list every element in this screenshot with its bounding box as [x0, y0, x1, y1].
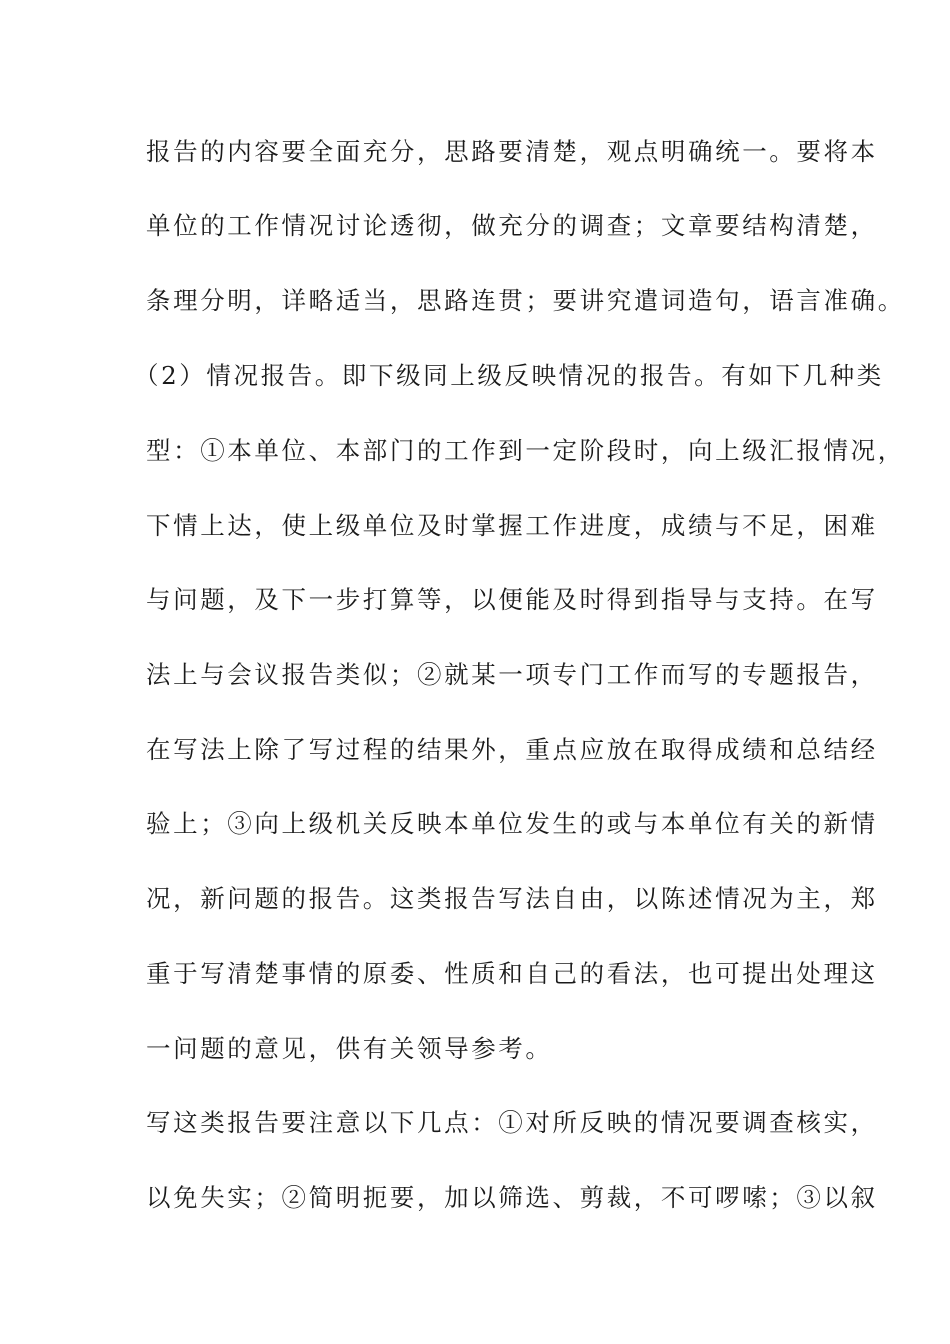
text-line: 重于写清楚事情的原委、性质和自己的看法，也可提出处理这 — [146, 959, 878, 988]
text-line: 下情上达，使上级单位及时掌握工作进度，成绩与不足，困难 — [146, 511, 878, 540]
text-line: 验上；③向上级机关反映本单位发生的或与本单位有关的新情 — [146, 809, 878, 838]
text-line: 在写法上除了写过程的结果外，重点应放在取得成绩和总结经 — [146, 735, 878, 764]
text-line: （2）情况报告。即下级同上级反映情况的报告。有如下几种类 — [134, 361, 884, 390]
text-line: 一问题的意见，供有关领导参考。 — [146, 1034, 553, 1063]
text-line: 型：①本单位、本部门的工作到一定阶段时，向上级汇报情况， — [146, 436, 905, 465]
text-line: 单位的工作情况讨论透彻，做充分的调查；文章要结构清楚， — [146, 211, 878, 240]
text-line: 法上与会议报告类似；②就某一项专门工作而写的专题报告， — [146, 660, 878, 689]
text-line: 条理分明，详略适当，思路连贯；要讲究遣词造句，语言准确。 — [146, 286, 905, 315]
text-line: 写这类报告要注意以下几点：①对所反映的情况要调查核实， — [146, 1108, 878, 1137]
text-line: 报告的内容要全面充分，思路要清楚，观点明确统一。要将本 — [146, 137, 878, 166]
text-line: 以免失实；②简明扼要，加以筛选、剪裁，不可啰嗦；③以叙 — [146, 1183, 878, 1212]
text-line: 况，新问题的报告。这类报告写法自由，以陈述情况为主，郑 — [146, 884, 878, 913]
text-line: 与问题，及下一步打算等，以便能及时得到指导与支持。在写 — [146, 585, 878, 614]
